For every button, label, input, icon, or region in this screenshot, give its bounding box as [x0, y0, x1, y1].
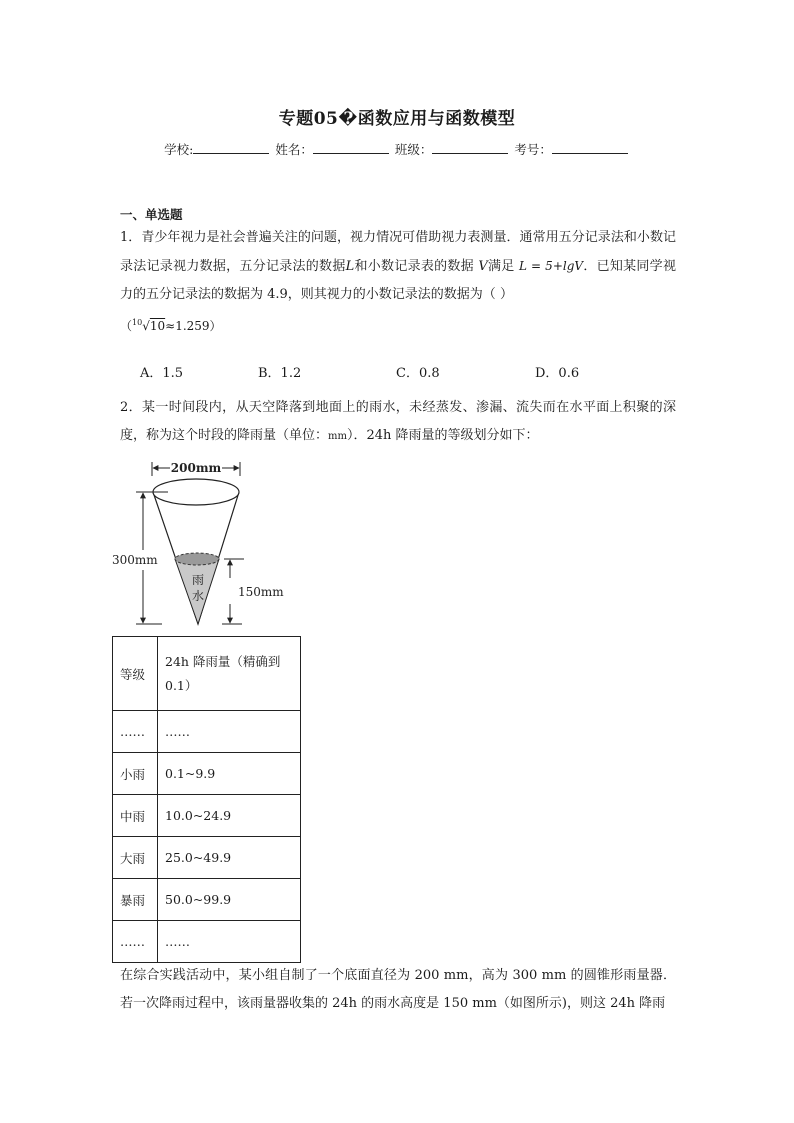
q1-formula: L = 5+lgV: [518, 259, 584, 273]
table-row: [113, 795, 301, 837]
student-info-line: [0, 140, 794, 158]
grade-cell: ……: [113, 921, 158, 963]
rainfall-grade-table: [112, 636, 301, 963]
water-surface: [175, 553, 219, 565]
grade-cell: 大雨: [113, 837, 158, 879]
q1-text-a: 1．青少年视力是社会普遍关注的问题，视力情况可借助视力表测量．通常用五分记录法和小数记录法记录视力数据，五分记录法的数据: [120, 230, 676, 274]
question-1: [120, 224, 676, 341]
var-v: V: [478, 259, 488, 274]
q2-text-a: 2．某一时间段内，从天空降落到地面上的雨水，未经蒸发、渗漏、流失而在水平面上积聚的深度，称为这个时段的降雨量（单位：: [120, 400, 676, 443]
school-blank: [193, 141, 269, 154]
rainfall-cell: 0.1~9.9: [158, 753, 301, 795]
rainfall-cell: 50.0~99.9: [158, 879, 301, 921]
header-grade: 等级: [113, 637, 158, 711]
rainfall-cell: 25.0~49.9: [158, 837, 301, 879]
grade-cell: 小雨: [113, 753, 158, 795]
q2-text-b: ）．24h 降雨量的等级划分如下：: [346, 428, 539, 443]
class-label: 班级：: [394, 142, 433, 157]
number-blank: [552, 141, 628, 154]
hint-open: （: [120, 319, 133, 333]
root-index: 10: [132, 318, 143, 327]
section-heading: 一、单选题: [120, 207, 183, 222]
table-row: [113, 837, 301, 879]
height-label: 300mm: [112, 553, 158, 567]
header-rainfall: 24h 降雨量（精确到0.1）: [158, 637, 301, 711]
q1-text-d: ．已知某同学视力的五分记录法的数据为 4.9，则其视力的小数记录法的数据为（ ）: [120, 259, 676, 302]
question-2: [120, 394, 676, 451]
rainfall-cell: ……: [158, 921, 301, 963]
q2-unit: mm: [328, 431, 347, 442]
option-c[interactable]: C．0.8: [396, 366, 440, 381]
rain-gauge-figure: [112, 452, 302, 636]
rainfall-cell: 10.0~24.9: [158, 795, 301, 837]
school-label: 学校:: [164, 142, 194, 157]
table-row: [113, 711, 301, 753]
option-b[interactable]: B．1.2: [258, 366, 302, 381]
class-blank: [432, 141, 508, 154]
table-header-row: [113, 637, 301, 711]
q1-text-c: 满足: [487, 259, 515, 274]
diameter-label: 200mm: [170, 461, 222, 475]
water-char-2: 水: [191, 589, 205, 603]
water-char-1: 雨: [191, 573, 205, 587]
page-title: 专题05�函数应用与函数模型: [278, 109, 516, 129]
grade-cell: ……: [113, 711, 158, 753]
radicand: 10: [149, 319, 166, 333]
q1-hint: （$^{10}$√10≈1.259）: [120, 318, 222, 333]
grade-cell: 中雨: [113, 795, 158, 837]
q1-text-b: 和小数记录表的数据: [354, 259, 474, 274]
hint-rest: ≈1.259）: [165, 319, 222, 333]
option-d[interactable]: D．0.6: [535, 366, 580, 381]
name-label: 姓名：: [275, 142, 313, 157]
table-row: [113, 753, 301, 795]
question-2-continued: 在综合实践活动中，某小组自制了一个底面直径为 200 mm，高为 300 mm 的圆锥形雨量器．若一次降雨过程中，该雨量器收集的 24h 的雨水高度是 150 mm（如图所示)，则这 24h 降雨: [120, 968, 676, 1011]
table-row: [113, 921, 301, 963]
var-l: L: [345, 259, 355, 274]
table-row: [113, 879, 301, 921]
rainfall-cell: ……: [158, 711, 301, 753]
water-height-label: 150mm: [238, 585, 284, 599]
option-a[interactable]: A．1.5: [140, 366, 184, 381]
name-blank: [313, 141, 389, 154]
grade-cell: 暴雨: [113, 879, 158, 921]
number-label: 考号：: [514, 142, 552, 157]
